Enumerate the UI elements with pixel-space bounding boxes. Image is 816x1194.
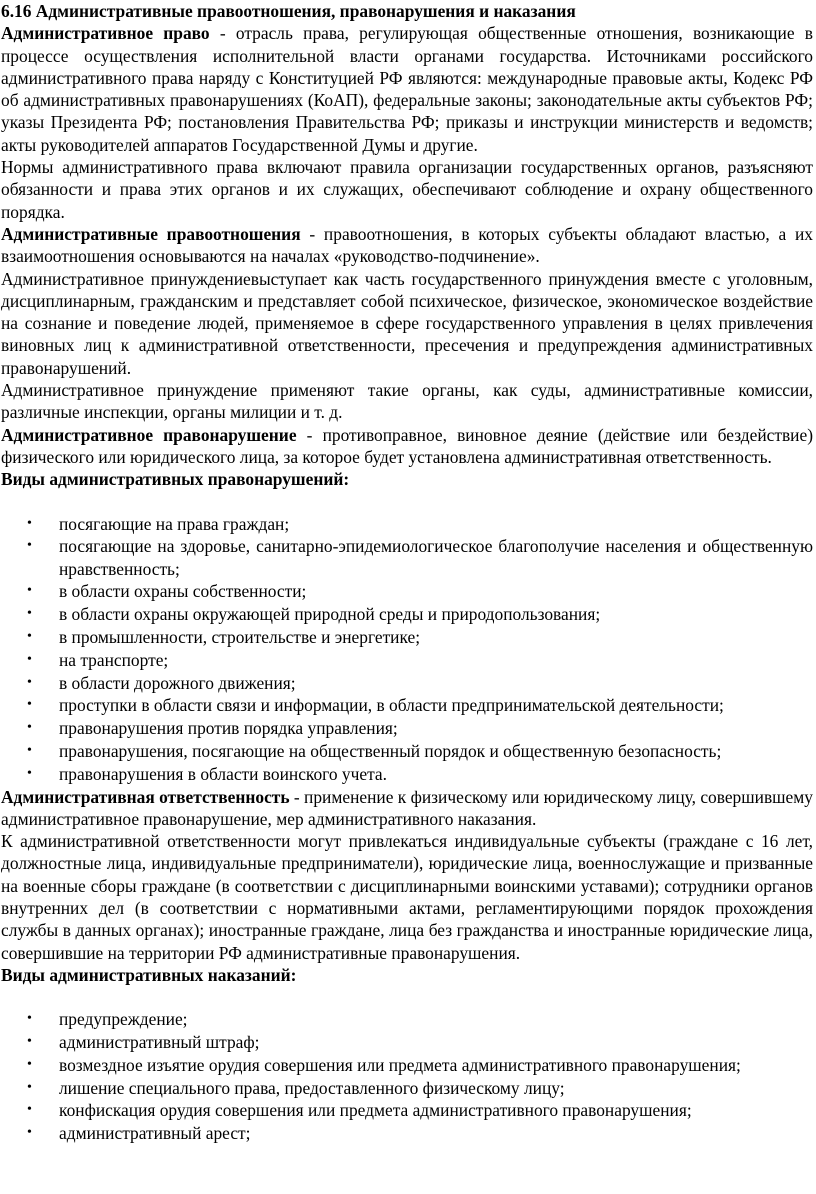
list-item-text: в области охраны собственности; xyxy=(59,581,307,602)
paragraph-coercion-bodies: Административное принуждение применяют такие органы, как суды, административные комиссии, различные инспекции, органы милиции и т. д. xyxy=(1,380,813,423)
term-admin-offense: Административное правонарушение xyxy=(1,424,297,445)
penalties-subheading: Виды административных наказаний: xyxy=(1,964,297,985)
section-heading: 6.16 Административные правоотношения, правонарушения и наказания xyxy=(1,1,576,21)
paragraph-admin-responsibility xyxy=(1,786,813,831)
list-item xyxy=(1,763,813,785)
list-item xyxy=(1,603,813,625)
list-item-text: возмездное изъятие орудия совершения или предмета административного правонарушения; xyxy=(59,1054,741,1075)
list-item-text: проступки в области связи и информации, в области предпринимательской деятельности; xyxy=(59,695,724,716)
list-item xyxy=(1,694,813,716)
list-item-text: предупреждение; xyxy=(59,1009,188,1030)
bullet-icon: • xyxy=(27,651,32,667)
list-item-text: правонарушения против порядка управления; xyxy=(59,718,398,739)
list-item-text: правонарушения, посягающие на общественный порядок и общественную безопасность; xyxy=(59,741,722,761)
bullet-icon: • xyxy=(27,606,32,622)
paragraph-admin-offense xyxy=(1,424,813,469)
list-item xyxy=(1,1077,813,1099)
paragraph-subjects: К административной ответственности могут привлекаться индивидуальные субъекты (граждане с 16 лет, должностные лица, индивидуальные предприниматели), юридические лица, военнослужащие и призванные на военные сборы граждане (в соответствии с дисциплинарными воинскими уставами); сотрудники органов внутренних дел (в соответствии с нормативными актами, регламентирующими порядок прохождения службы в данных органах); иностранные граждане, лица без гражданства и иностранные юридические лица, совершившие на территории РФ административные правонарушения. xyxy=(1,831,813,963)
list-item xyxy=(1,717,813,739)
list-item xyxy=(1,1008,813,1030)
list-item-text: на транспорте; xyxy=(59,649,169,670)
term-admin-law: Административное право xyxy=(1,23,210,44)
list-item-text: конфискация орудия совершения или предмета административного правонарушения; xyxy=(59,1100,692,1121)
list-item-text: в области охраны окружающей природной среды и природопользования; xyxy=(59,604,601,625)
spacer xyxy=(1,986,813,1008)
bullet-icon: • xyxy=(27,743,32,758)
spacer xyxy=(1,491,813,513)
offenses-subheading: Виды административных правонарушений: xyxy=(1,469,350,490)
list-item xyxy=(1,672,813,694)
term-admin-relations: Административные правоотношения xyxy=(1,223,301,244)
list-item xyxy=(1,580,813,602)
list-item xyxy=(1,626,813,648)
list-item-text: лишение специального права, предоставленного физическому лицу; xyxy=(59,1077,565,1098)
definition-admin-relations: - правоотношения, в которых субъекты обладают властью, а их взаимоотношения основываются на началах «руководство-подчинение». xyxy=(1,223,813,267)
bullet-icon: • xyxy=(27,515,32,531)
bullet-icon: • xyxy=(27,720,32,736)
definition-admin-offense: - противоправное, виновное деяние (действие или бездействие) физического или юридического лица, за которое будет установлена административная ответственность. xyxy=(1,424,813,467)
list-item xyxy=(1,740,813,762)
paragraph-admin-law xyxy=(1,22,813,156)
list-item xyxy=(1,1054,813,1076)
offenses-list xyxy=(1,513,813,786)
list-item-text: в области дорожного движения; xyxy=(59,672,296,693)
bullet-icon: • xyxy=(27,583,32,599)
penalties-list xyxy=(1,1008,813,1144)
list-item-text: административный арест; xyxy=(59,1123,251,1144)
bullet-icon: • xyxy=(27,1034,32,1050)
bullet-icon: • xyxy=(27,1079,32,1095)
term-admin-responsibility: Административная ответственность xyxy=(1,786,290,807)
list-item xyxy=(1,1099,813,1121)
bullet-icon: • xyxy=(27,629,32,645)
bullet-icon: • xyxy=(27,538,32,554)
list-item-text: посягающие на права граждан; xyxy=(59,513,290,534)
list-item xyxy=(1,1031,813,1053)
list-item-text: посягающие на здоровье, санитарно-эпидемиологическое благополучие населения и общественную нравственность; xyxy=(59,536,813,579)
definition-admin-law: - отрасль права, регулирующая общественные отношения, возникающие в процессе осуществления исполнительной власти органами государства. Источниками российского административного права наряду с Конституцией РФ являются: международные правовые акты, Кодекс РФ об административных правонарушениях (КоАП), федеральные законы; законодательные акты субъектов РФ; указы Президента РФ; постановления Правительства РФ; приказы и инструкции министерств и ведомств; акты руководителей аппаратов Государственной Думы и другие. xyxy=(1,23,813,155)
list-item-text: административный штраф; xyxy=(59,1032,260,1053)
list-item xyxy=(1,513,813,535)
paragraph-norms: Нормы административного права включают правила организации государственных органов, разъясняют обязанности и права этих органов и их служащих, обеспечивают соблюдение и охрану общественного порядка. xyxy=(1,157,813,222)
list-item xyxy=(1,535,813,580)
bullet-icon: • xyxy=(27,1056,32,1072)
definition-admin-responsibility: - применение к физическому или юридическому лицу, совершившему административное правонарушение, мер административного наказания. xyxy=(1,786,813,829)
bullet-icon: • xyxy=(27,1125,32,1141)
bullet-icon: • xyxy=(27,674,32,690)
bullet-icon: • xyxy=(27,697,32,713)
paragraph-coercion: Административное принуждениевыступает как часть государственного принуждения вместе с уголовным, дисциплинарным, гражданским и представляет собой психическое, физическое, экономическое воздействие на сознание и поведение людей, применяемое в сфере государственного управления в целях привлечения виновных лиц к административной ответственности, пресечения и предупреждения административных правонарушений. xyxy=(1,268,813,378)
list-item xyxy=(1,1122,813,1144)
bullet-icon: • xyxy=(27,1011,32,1027)
paragraph-admin-relations xyxy=(1,223,813,268)
bullet-icon: • xyxy=(27,1102,32,1118)
list-item-text: в промышленности, строительстве и энергетике; xyxy=(59,627,421,648)
list-item xyxy=(1,649,813,671)
list-item-text: правонарушения в области воинского учета. xyxy=(59,763,387,784)
bullet-icon: • xyxy=(27,765,32,781)
